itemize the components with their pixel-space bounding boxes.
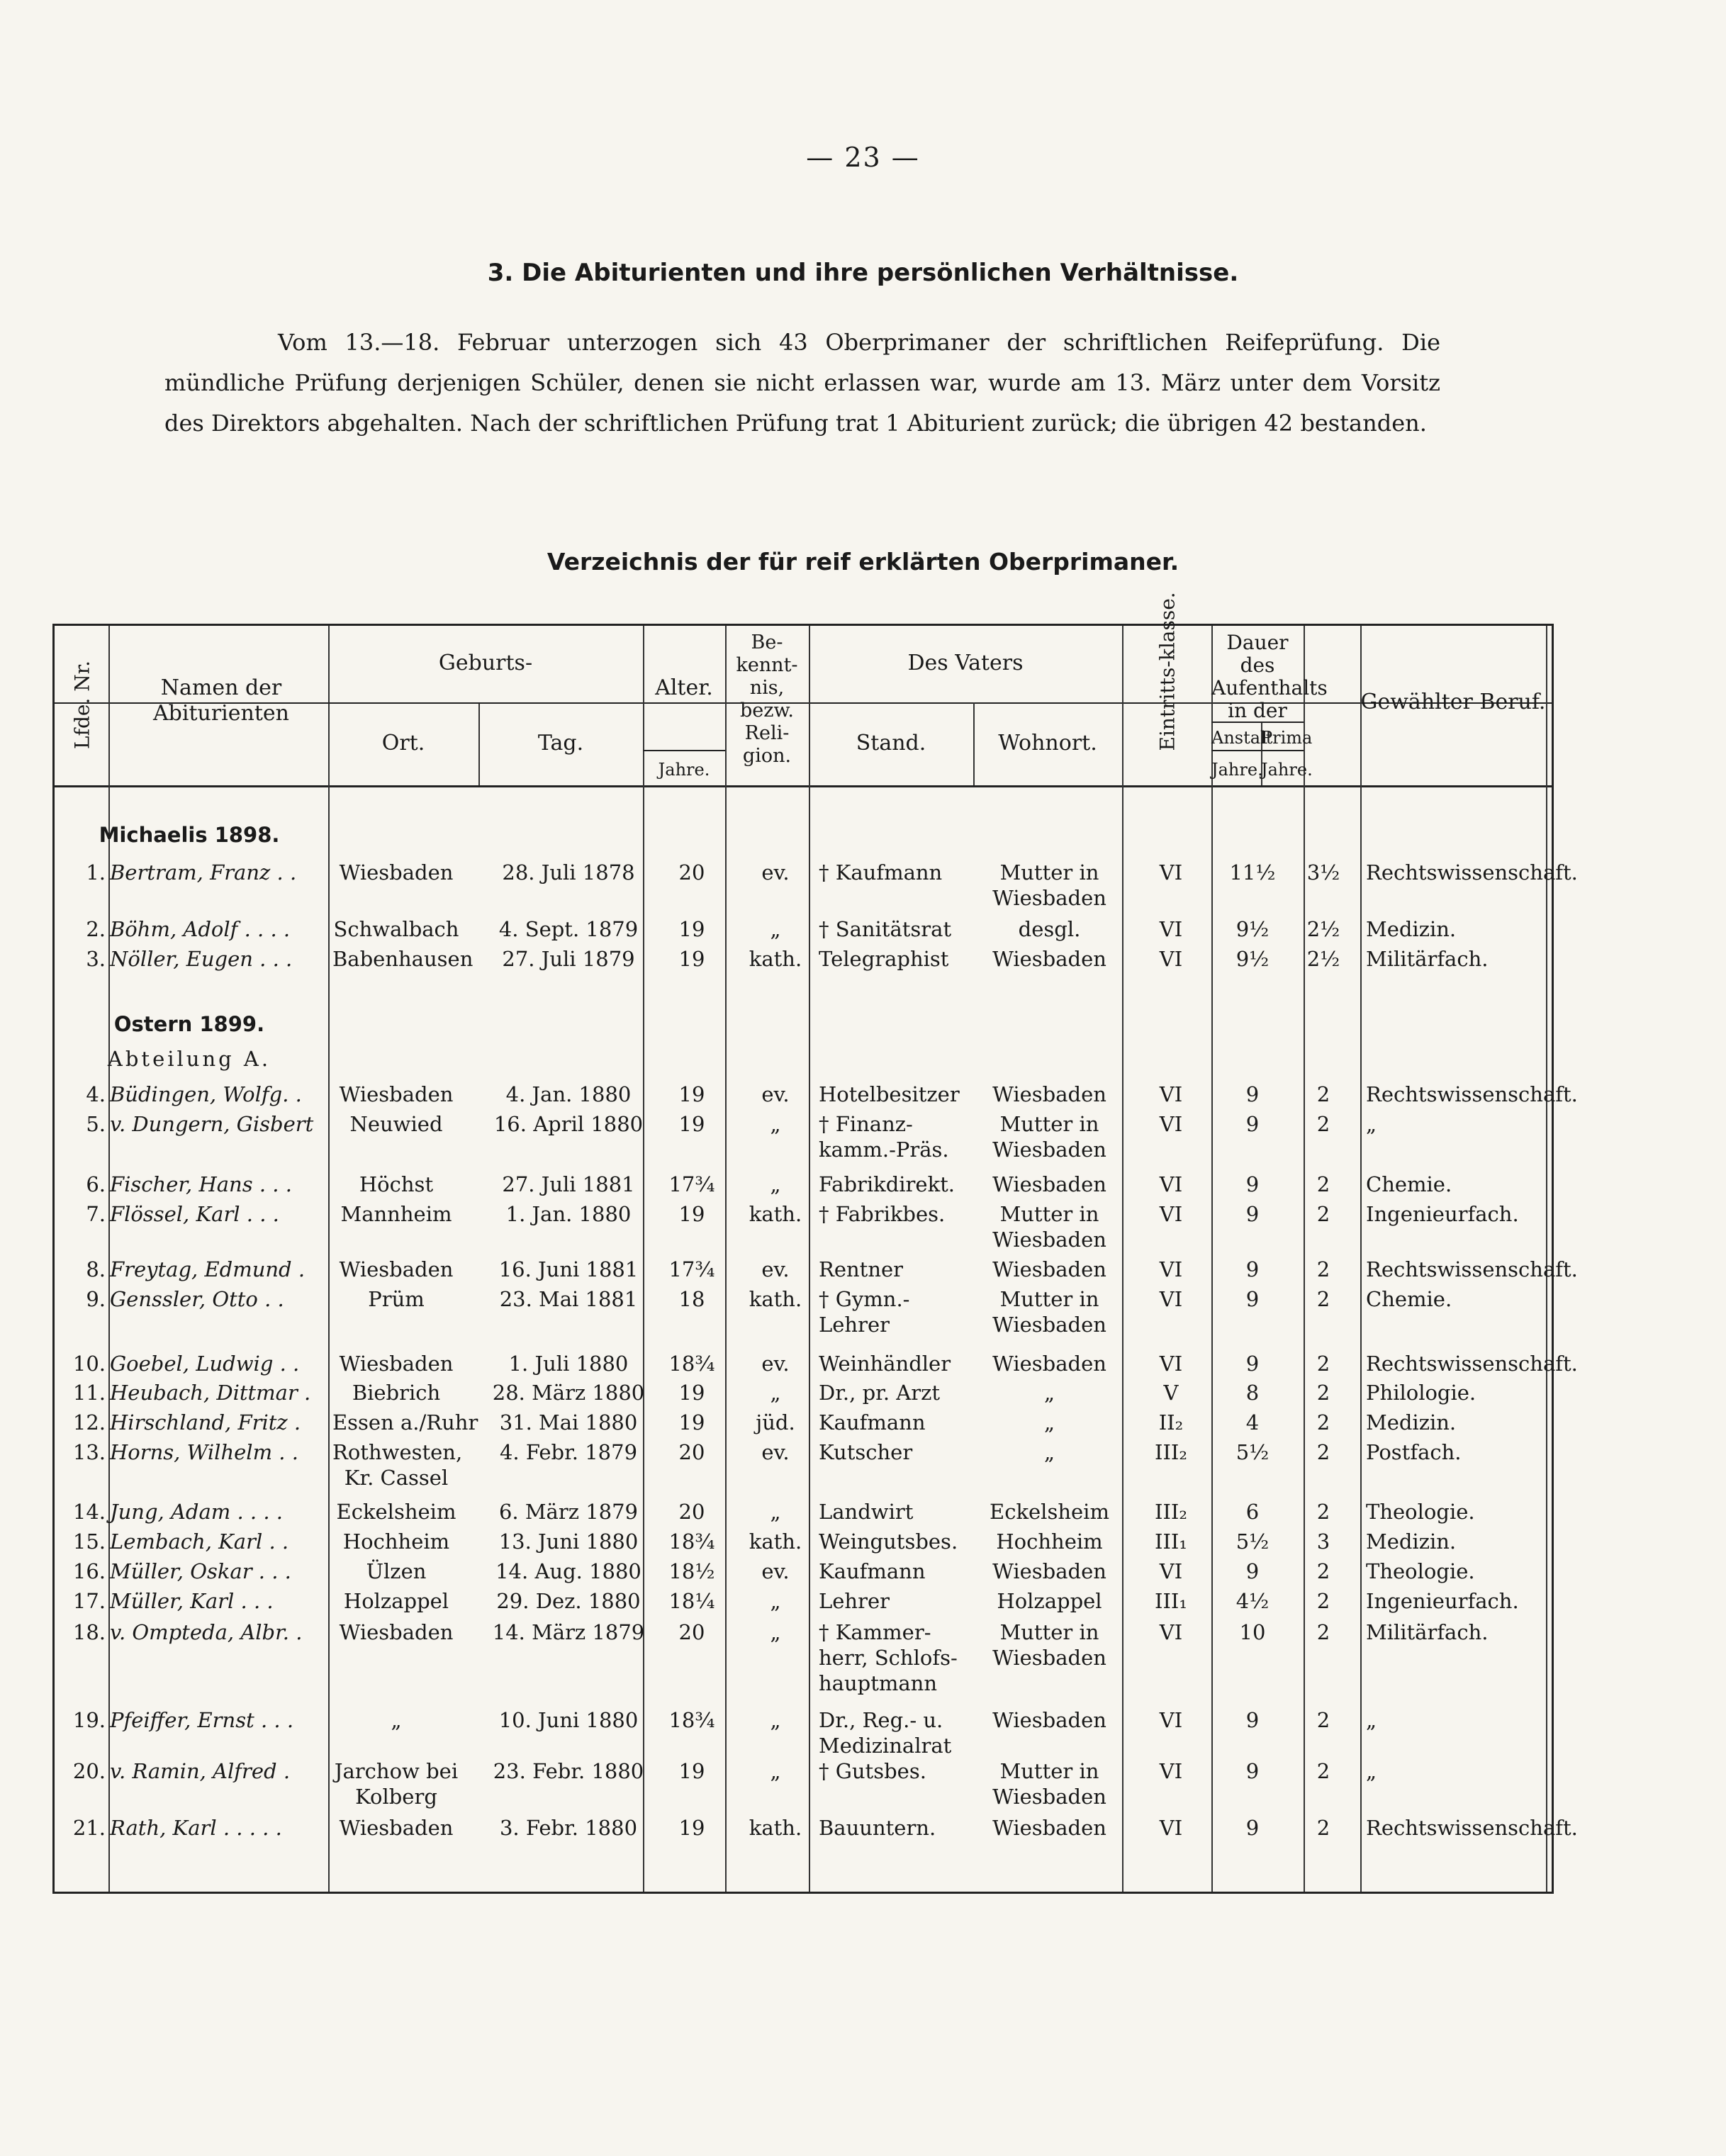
cell-pri: 2½ bbox=[1306, 947, 1340, 971]
cell-alter: 18¼ bbox=[668, 1589, 715, 1613]
cell-ans: 4 bbox=[1245, 1410, 1260, 1434]
cell-ber: Chemie. bbox=[1366, 1287, 1452, 1311]
cell-ber: Medizin. bbox=[1366, 1410, 1457, 1434]
cell-ort: „ bbox=[391, 1708, 402, 1732]
cell-tag: 27. Juli 1879 bbox=[502, 947, 635, 971]
cell-stand: Rentner bbox=[819, 1257, 904, 1281]
cell-name: Büdingen, Wolfg. . bbox=[110, 1082, 302, 1106]
cell-stand: Kutscher bbox=[819, 1440, 913, 1464]
cell-alter: 20 bbox=[678, 1620, 705, 1644]
cell-tag: 16. Juni 1881 bbox=[498, 1257, 639, 1281]
cell-ber: Militärfach. bbox=[1366, 1620, 1489, 1644]
cell-ans: 10 bbox=[1239, 1620, 1266, 1644]
cell-ein: VI bbox=[1159, 1352, 1183, 1376]
cell-name: Nöller, Eugen . . . bbox=[110, 947, 293, 971]
cell-rel: „ bbox=[770, 1172, 781, 1196]
cell-alter: 18¾ bbox=[668, 1529, 715, 1554]
header-bekenntnis: Be-kennt-nis, bezw. Reli-gion. bbox=[736, 631, 798, 767]
cell-ans: 9 bbox=[1245, 1112, 1260, 1136]
group-abteilung: Abteilung A. bbox=[107, 1047, 271, 1071]
cell-nr: 20. bbox=[72, 1759, 106, 1783]
cell-alter: 19 bbox=[678, 1410, 705, 1434]
cell-stand: † Fabrikbes. bbox=[819, 1202, 946, 1226]
cell-alter: 20 bbox=[678, 1500, 705, 1524]
cell-rel: „ bbox=[770, 1589, 781, 1613]
cell-pri: 2 bbox=[1316, 1440, 1330, 1464]
cell-tag: 3. Febr. 1880 bbox=[499, 1816, 638, 1840]
header-ort: Ort. bbox=[381, 731, 425, 756]
cell-wohn: Wiesbaden bbox=[992, 1352, 1106, 1376]
cell-tag: 23. Febr. 1880 bbox=[493, 1759, 644, 1783]
cell-pri: 2 bbox=[1316, 1257, 1330, 1281]
cell-nr: 10. bbox=[72, 1352, 106, 1376]
cell-tag: 4. Jan. 1880 bbox=[505, 1082, 632, 1106]
cell-pri: 2 bbox=[1316, 1381, 1330, 1405]
cell-ans: 9 bbox=[1245, 1172, 1260, 1196]
cell-nr: 13. bbox=[72, 1440, 106, 1464]
cell-nr: 4. bbox=[86, 1082, 106, 1106]
cell-pri: 2 bbox=[1316, 1559, 1330, 1583]
cell-nr: 9. bbox=[86, 1287, 106, 1311]
cell-ort: Eckelsheim bbox=[336, 1500, 456, 1524]
column-rule bbox=[1360, 626, 1362, 1892]
header-eintrittsklasse: Eintritts-klasse. bbox=[1155, 592, 1179, 751]
cell-ein: III₂ bbox=[1155, 1440, 1187, 1464]
cell-ber: Postfach. bbox=[1366, 1440, 1462, 1464]
cell-ans: 8 bbox=[1245, 1381, 1260, 1405]
cell-stand: Landwirt bbox=[819, 1500, 914, 1524]
cell-ber: Ingenieurfach. bbox=[1366, 1202, 1519, 1226]
cell-ber: „ bbox=[1366, 1759, 1377, 1783]
cell-ort: Wiesbaden bbox=[339, 860, 454, 885]
group-michaelis: Michaelis 1898. bbox=[99, 823, 280, 847]
cell-stand: † Gutsbes. bbox=[819, 1759, 926, 1783]
cell-nr: 1. bbox=[86, 860, 106, 885]
cell-ans: 9 bbox=[1245, 1708, 1260, 1732]
cell-tag: 28. Juli 1878 bbox=[502, 860, 635, 885]
cell-stand: † Sanitätsrat bbox=[819, 917, 952, 941]
cell-ein: II₂ bbox=[1158, 1410, 1184, 1434]
cell-ein: III₂ bbox=[1155, 1500, 1187, 1524]
cell-rel: „ bbox=[770, 1620, 781, 1644]
cell-pri: 2 bbox=[1316, 1816, 1330, 1840]
cell-wohn: Wiesbaden bbox=[992, 1082, 1106, 1106]
cell-ein: VI bbox=[1159, 1620, 1183, 1644]
header-stand: Stand. bbox=[856, 731, 926, 756]
cell-ort: Babenhausen bbox=[332, 947, 473, 971]
cell-name: Heubach, Dittmar . bbox=[110, 1381, 311, 1405]
cell-rel: ev. bbox=[761, 1440, 790, 1464]
cell-pri: 3 bbox=[1316, 1529, 1330, 1554]
header-des-vaters: Des Vaters bbox=[907, 651, 1024, 675]
cell-ort: Jarchow bei Kolberg bbox=[334, 1759, 459, 1809]
cell-rel: „ bbox=[770, 1112, 781, 1136]
cell-pri: 2 bbox=[1316, 1287, 1330, 1311]
cell-ort: Wiesbaden bbox=[339, 1620, 454, 1644]
cell-wohn: Wiesbaden bbox=[992, 1172, 1106, 1196]
cell-pri: 2 bbox=[1316, 1500, 1330, 1524]
cell-stand: † Kammer-herr, Schlofs-hauptmann bbox=[819, 1620, 958, 1695]
cell-tag: 10. Juni 1880 bbox=[498, 1708, 639, 1732]
cell-ort: Neuwied bbox=[349, 1112, 443, 1136]
cell-tag: 13. Juni 1880 bbox=[498, 1529, 639, 1554]
cell-ber: Chemie. bbox=[1366, 1172, 1452, 1196]
cell-alter: 19 bbox=[678, 1759, 705, 1783]
table-heading: Verzeichnis der für reif erklärten Oberprimaner. bbox=[547, 548, 1179, 576]
cell-nr: 18. bbox=[72, 1620, 106, 1644]
cell-stand: Lehrer bbox=[819, 1589, 890, 1613]
cell-ein: VI bbox=[1159, 1559, 1183, 1583]
cell-wohn: desgl. bbox=[1018, 917, 1081, 941]
cell-rel: kath. bbox=[749, 1287, 802, 1311]
cell-stand: Kaufmann bbox=[819, 1410, 926, 1434]
cell-stand: Dr., pr. Arzt bbox=[819, 1381, 940, 1405]
cell-ans: 9½ bbox=[1235, 917, 1270, 941]
cell-ort: Wiesbaden bbox=[339, 1257, 454, 1281]
cell-ber: Rechtswissenschaft. bbox=[1366, 1816, 1578, 1840]
abiturienten-table bbox=[52, 592, 1578, 1894]
cell-wohn: Mutter in Wiesbaden bbox=[992, 1202, 1106, 1252]
cell-nr: 11. bbox=[72, 1381, 106, 1405]
cell-ort: Prüm bbox=[368, 1287, 425, 1311]
cell-ein: VI bbox=[1159, 1759, 1183, 1783]
cell-tag: 14. März 1879 bbox=[492, 1620, 645, 1644]
cell-alter: 18¾ bbox=[668, 1708, 715, 1732]
cell-ber: Medizin. bbox=[1366, 917, 1457, 941]
cell-name: Böhm, Adolf . . . . bbox=[110, 917, 291, 941]
header-geburts: Geburts- bbox=[438, 651, 533, 675]
cell-wohn: Mutter in Wiesbaden bbox=[992, 1759, 1106, 1809]
cell-pri: 2 bbox=[1316, 1410, 1330, 1434]
cell-tag: 4. Febr. 1879 bbox=[499, 1440, 638, 1464]
cell-nr: 16. bbox=[72, 1559, 106, 1583]
cell-wohn: Mutter in Wiesbaden bbox=[992, 860, 1106, 910]
cell-wohn: Wiesbaden bbox=[992, 1708, 1106, 1732]
column-rule bbox=[328, 626, 330, 1892]
cell-ber: Medizin. bbox=[1366, 1529, 1457, 1554]
subheader-rule bbox=[643, 750, 725, 751]
cell-tag: 16. April 1880 bbox=[493, 1112, 644, 1136]
cell-ans: 9½ bbox=[1235, 947, 1270, 971]
cell-ein: VI bbox=[1159, 1172, 1183, 1196]
cell-ans: 11½ bbox=[1229, 860, 1276, 885]
cell-stand: † Finanz-kamm.-Präs. bbox=[819, 1112, 949, 1162]
intro-paragraph: Vom 13.—18. Februar unterzogen sich 43 Oberprimaner der schriftlichen Reifeprüfung. Die mündliche Prüfung derjenigen Schüler, denen sie nicht erlassen war, wurde am 13. März unter dem Vorsitz des Direktors abgehalten. Nach der schriftlichen Prüfung trat 1 Abiturient zurück; die übrigen 42 bestanden. bbox=[164, 329, 1440, 437]
header-beruf: Gewählter Beruf. bbox=[1360, 690, 1546, 714]
cell-pri: 3½ bbox=[1306, 860, 1340, 885]
cell-ort: Hochheim bbox=[342, 1529, 450, 1554]
cell-ber: Philologie. bbox=[1366, 1381, 1476, 1405]
cell-ber: Rechtswissenschaft. bbox=[1366, 1257, 1578, 1281]
cell-tag: 1. Jan. 1880 bbox=[505, 1202, 632, 1226]
cell-rel: kath. bbox=[749, 1529, 802, 1554]
cell-rel: „ bbox=[770, 917, 781, 941]
cell-wohn: Hochheim bbox=[996, 1529, 1103, 1554]
cell-stand: † Gymn.-Lehrer bbox=[819, 1287, 910, 1337]
cell-pri: 2 bbox=[1316, 1112, 1330, 1136]
cell-wohn: Wiesbaden bbox=[992, 947, 1106, 971]
cell-ans: 9 bbox=[1245, 1816, 1260, 1840]
header-lfde-nr: Lfde. Nr. bbox=[70, 661, 94, 749]
cell-name: v. Dungern, Gisbert bbox=[110, 1112, 314, 1136]
cell-pri: 2 bbox=[1316, 1202, 1330, 1226]
header-dauer: Dauer des Aufenthalts in der bbox=[1211, 631, 1328, 722]
cell-ein: VI bbox=[1159, 860, 1183, 885]
cell-stand: † Kaufmann bbox=[819, 860, 943, 885]
cell-ort: Ülzen bbox=[366, 1559, 427, 1583]
cell-name: Müller, Karl . . . bbox=[110, 1589, 274, 1613]
cell-ein: VI bbox=[1159, 1202, 1183, 1226]
cell-name: Flössel, Karl . . . bbox=[110, 1202, 279, 1226]
cell-name: Rath, Karl . . . . . bbox=[110, 1816, 282, 1840]
cell-ber: Theologie. bbox=[1366, 1559, 1475, 1583]
cell-ans: 5½ bbox=[1235, 1529, 1270, 1554]
cell-alter: 18¾ bbox=[668, 1352, 715, 1376]
cell-ans: 6 bbox=[1245, 1500, 1260, 1524]
cell-stand: Dr., Reg.- u. Medizinalrat bbox=[819, 1708, 952, 1758]
cell-name: v. Ompteda, Albr. . bbox=[110, 1620, 303, 1644]
cell-tag: 1. Juli 1880 bbox=[508, 1352, 629, 1376]
cell-nr: 14. bbox=[72, 1500, 106, 1524]
cell-alter: 19 bbox=[678, 1816, 705, 1840]
cell-stand: Weingutsbes. bbox=[819, 1529, 958, 1554]
cell-ans: 9 bbox=[1245, 1559, 1260, 1583]
cell-rel: kath. bbox=[749, 947, 802, 971]
subheader-rule bbox=[328, 702, 643, 704]
cell-ans: 9 bbox=[1245, 1759, 1260, 1783]
cell-tag: 23. Mai 1881 bbox=[499, 1287, 638, 1311]
cell-ort: Holzappel bbox=[343, 1589, 449, 1613]
cell-ber: „ bbox=[1366, 1112, 1377, 1136]
header-namen: Namen der Abiturienten bbox=[153, 675, 289, 726]
cell-rel: ev. bbox=[761, 1352, 790, 1376]
cell-name: Bertram, Franz . . bbox=[110, 860, 297, 885]
header-alter: Alter. bbox=[655, 675, 713, 700]
cell-name: Lembach, Karl . . bbox=[110, 1529, 289, 1554]
cell-name: Goebel, Ludwig . . bbox=[110, 1352, 300, 1376]
cell-nr: 15. bbox=[72, 1529, 106, 1554]
cell-ort: Rothwesten, Kr. Cassel bbox=[332, 1440, 463, 1490]
cell-rel: kath. bbox=[749, 1816, 802, 1840]
cell-nr: 2. bbox=[86, 917, 106, 941]
cell-alter: 19 bbox=[678, 1202, 705, 1226]
cell-tag: 31. Mai 1880 bbox=[499, 1410, 638, 1434]
cell-ort: Höchst bbox=[359, 1172, 434, 1196]
cell-wohn: Wiesbaden bbox=[992, 1559, 1106, 1583]
cell-ort: Wiesbaden bbox=[339, 1352, 454, 1376]
cell-rel: „ bbox=[770, 1500, 781, 1524]
cell-ein: VI bbox=[1159, 1257, 1183, 1281]
cell-ber: „ bbox=[1366, 1708, 1377, 1732]
section-heading: 3. Die Abiturienten und ihre persönlichen Verhältnisse. bbox=[487, 259, 1239, 287]
cell-tag: 14. Aug. 1880 bbox=[495, 1559, 641, 1583]
cell-tag: 27. Juli 1881 bbox=[502, 1172, 635, 1196]
cell-name: Pfeiffer, Ernst . . . bbox=[110, 1708, 294, 1732]
cell-alter: 19 bbox=[678, 1112, 705, 1136]
cell-wohn: Wiesbaden bbox=[992, 1257, 1106, 1281]
cell-rel: ev. bbox=[761, 1082, 790, 1106]
cell-wohn: Eckelsheim bbox=[990, 1500, 1109, 1524]
cell-ans: 9 bbox=[1245, 1202, 1260, 1226]
cell-wohn: Holzappel bbox=[997, 1589, 1102, 1613]
cell-pri: 2 bbox=[1316, 1352, 1330, 1376]
cell-ein: VI bbox=[1159, 1112, 1183, 1136]
cell-nr: 21. bbox=[72, 1816, 106, 1840]
cell-pri: 2 bbox=[1316, 1708, 1330, 1732]
cell-ber: Ingenieurfach. bbox=[1366, 1589, 1519, 1613]
cell-rel: ev. bbox=[761, 1559, 790, 1583]
cell-wohn: Mutter in Wiesbaden bbox=[992, 1620, 1106, 1670]
cell-alter: 19 bbox=[678, 1381, 705, 1405]
cell-wohn: Mutter in Wiesbaden bbox=[992, 1112, 1106, 1162]
cell-ein: III₁ bbox=[1155, 1529, 1187, 1554]
cell-name: Fischer, Hans . . . bbox=[110, 1172, 292, 1196]
cell-name: Genssler, Otto . . bbox=[110, 1287, 284, 1311]
group-ostern: Ostern 1899. bbox=[113, 1012, 265, 1036]
cell-pri: 2 bbox=[1316, 1589, 1330, 1613]
cell-name: Horns, Wilhelm . . bbox=[110, 1440, 298, 1464]
cell-tag: 29. Dez. 1880 bbox=[496, 1589, 641, 1613]
cell-wohn: „ bbox=[1043, 1381, 1055, 1405]
cell-nr: 19. bbox=[72, 1708, 106, 1732]
cell-rel: ev. bbox=[761, 1257, 790, 1281]
cell-name: Freytag, Edmund . bbox=[110, 1257, 306, 1281]
cell-alter: 18½ bbox=[668, 1559, 715, 1583]
cell-name: Jung, Adam . . . . bbox=[110, 1500, 284, 1524]
header-anstalt: Anstalt bbox=[1211, 728, 1273, 748]
cell-nr: 3. bbox=[86, 947, 106, 971]
cell-rel: „ bbox=[770, 1381, 781, 1405]
cell-rel: „ bbox=[770, 1708, 781, 1732]
cell-ber: Rechtswissenschaft. bbox=[1366, 1082, 1578, 1106]
cell-pri: 2 bbox=[1316, 1759, 1330, 1783]
cell-stand: Hotelbesitzer bbox=[819, 1082, 960, 1106]
cell-nr: 7. bbox=[86, 1202, 106, 1226]
cell-name: Müller, Oskar . . . bbox=[110, 1559, 291, 1583]
cell-stand: Telegraphist bbox=[819, 947, 949, 971]
cell-ein: VI bbox=[1159, 1708, 1183, 1732]
cell-tag: 28. März 1880 bbox=[492, 1381, 645, 1405]
cell-rel: „ bbox=[770, 1759, 781, 1783]
cell-ans: 9 bbox=[1245, 1082, 1260, 1106]
cell-pri: 2 bbox=[1316, 1620, 1330, 1644]
cell-stand: Weinhändler bbox=[819, 1352, 951, 1376]
cell-nr: 8. bbox=[86, 1257, 106, 1281]
cell-alter: 19 bbox=[678, 947, 705, 971]
cell-stand: Bauuntern. bbox=[819, 1816, 936, 1840]
cell-ein: III₁ bbox=[1155, 1589, 1187, 1613]
cell-ein: VI bbox=[1159, 1082, 1183, 1106]
cell-wohn: „ bbox=[1043, 1440, 1055, 1464]
header-prima-jahre: Jahre. bbox=[1261, 760, 1313, 780]
cell-ans: 4½ bbox=[1235, 1589, 1270, 1613]
cell-ans: 9 bbox=[1245, 1287, 1260, 1311]
cell-alter: 19 bbox=[678, 917, 705, 941]
cell-rel: kath. bbox=[749, 1202, 802, 1226]
cell-ber: Theologie. bbox=[1366, 1500, 1475, 1524]
cell-ein: VI bbox=[1159, 1287, 1183, 1311]
cell-rel: ev. bbox=[761, 860, 790, 885]
cell-ber: Rechtswissenschaft. bbox=[1366, 860, 1578, 885]
cell-pri: 2 bbox=[1316, 1172, 1330, 1196]
cell-ort: Mannheim bbox=[340, 1202, 452, 1226]
cell-alter: 17¾ bbox=[668, 1172, 715, 1196]
cell-rel: jüd. bbox=[756, 1410, 795, 1434]
cell-nr: 17. bbox=[72, 1589, 106, 1613]
header-prima: Prima bbox=[1261, 728, 1313, 748]
header-divider-bottom bbox=[55, 785, 1552, 787]
cell-alter: 18 bbox=[678, 1287, 705, 1311]
cell-pri: 2½ bbox=[1306, 917, 1340, 941]
cell-ber: Rechtswissenschaft. bbox=[1366, 1352, 1578, 1376]
header-anstalt-jahre: Jahre. bbox=[1211, 760, 1263, 780]
cell-wohn: „ bbox=[1043, 1410, 1055, 1434]
cell-wohn: Wiesbaden bbox=[992, 1816, 1106, 1840]
cell-alter: 17¾ bbox=[668, 1257, 715, 1281]
header-wohnort: Wohnort. bbox=[998, 731, 1097, 756]
cell-nr: 6. bbox=[86, 1172, 106, 1196]
cell-nr: 12. bbox=[72, 1410, 106, 1434]
page-number: — 23 — bbox=[806, 142, 920, 173]
cell-ort: Wiesbaden bbox=[339, 1082, 454, 1106]
cell-ein: VI bbox=[1159, 917, 1183, 941]
cell-ein: VI bbox=[1159, 1816, 1183, 1840]
cell-tag: 6. März 1879 bbox=[498, 1500, 639, 1524]
cell-pri: 2 bbox=[1316, 1082, 1330, 1106]
cell-ein: V bbox=[1163, 1381, 1179, 1405]
cell-ans: 9 bbox=[1245, 1257, 1260, 1281]
cell-alter: 19 bbox=[678, 1082, 705, 1106]
cell-stand: Kaufmann bbox=[819, 1559, 926, 1583]
cell-ans: 5½ bbox=[1235, 1440, 1270, 1464]
cell-alter: 20 bbox=[678, 860, 705, 885]
cell-ort: Schwalbach bbox=[333, 917, 459, 941]
cell-ort: Essen a./Ruhr bbox=[332, 1410, 478, 1434]
header-alter-jahre: Jahre. bbox=[658, 760, 710, 780]
cell-name: Hirschland, Fritz . bbox=[110, 1410, 301, 1434]
cell-ber: Militärfach. bbox=[1366, 947, 1489, 971]
cell-stand: Fabrikdirekt. bbox=[819, 1172, 956, 1196]
cell-ort: Wiesbaden bbox=[339, 1816, 454, 1840]
cell-ein: VI bbox=[1159, 947, 1183, 971]
cell-wohn: Mutter in Wiesbaden bbox=[992, 1287, 1106, 1337]
cell-ort: Biebrich bbox=[352, 1381, 441, 1405]
cell-name: v. Ramin, Alfred . bbox=[110, 1759, 291, 1783]
cell-ans: 9 bbox=[1245, 1352, 1260, 1376]
cell-nr: 5. bbox=[86, 1112, 106, 1136]
header-tag: Tag. bbox=[537, 731, 584, 756]
cell-tag: 4. Sept. 1879 bbox=[498, 917, 639, 941]
cell-alter: 20 bbox=[678, 1440, 705, 1464]
